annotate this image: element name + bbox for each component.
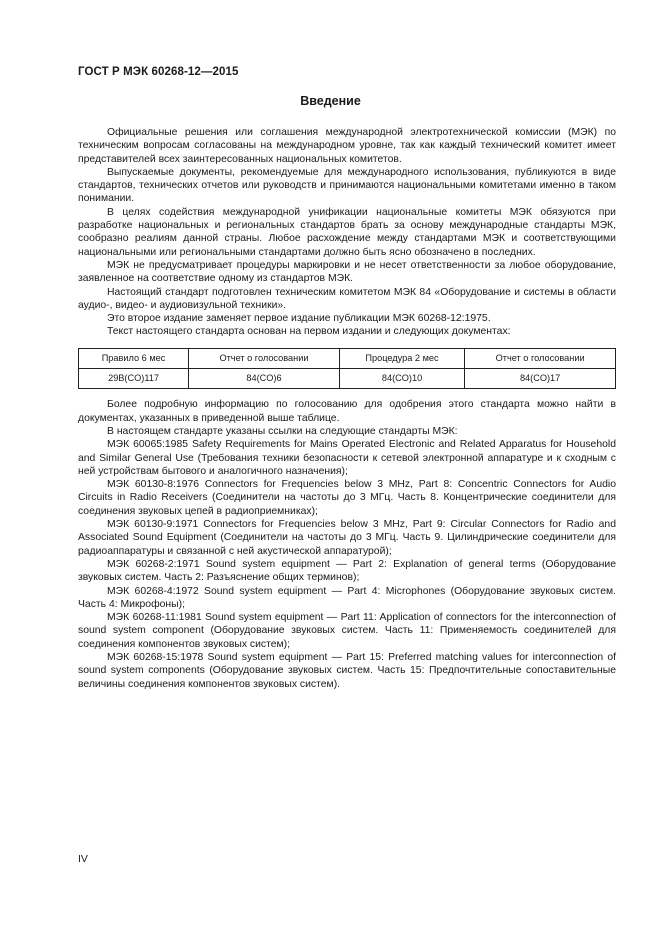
paragraph: МЭК не предусматривает процедуры маркировки и не несет ответственности за любое оборудование, заявленное на соответствие одному из стандартов МЭК. xyxy=(78,259,616,285)
table-header-row xyxy=(79,348,616,368)
reference-item: МЭК 60065:1985 Safety Requirements for Mains Operated Electronic and Related Apparatus for Household and Similar General Use (Требования техники безопасности к сетевой электронной аппаратуре и к сходным с ней устройствам бытового и аналогичного назначения); xyxy=(78,439,616,477)
paragraph: Более подробную информацию по голосованию для одобрения этого стандарта можно найти в документах, указанных в приведенной выше таблице. xyxy=(78,399,616,424)
paragraph: Выпускаемые документы, рекомендуемые для международного использования, публикуются в виде стандартов, технических отчетов или руководств и принимаются национальными комитетами именно в таком понимании. xyxy=(78,166,616,205)
reference-item: МЭК 60268-2:1971 Sound system equipment — Part 2: Explanation of general terms (Оборудование звуковых систем. Часть 2: Разъяснение общих терминов); xyxy=(78,558,616,584)
section-title: Введение xyxy=(300,94,361,108)
document-body xyxy=(78,126,616,691)
table-header-cell: Отчет о голосовании xyxy=(189,348,340,368)
table-cell: 84(CO)17 xyxy=(465,369,616,389)
paragraph: В целях содействия международной унификации национальные комитеты МЭК обязуются при разработке национальных и региональных стандартов брать за основу международные стандарты МЭК, сообразно реалиям данной страны. Любое расхождение между стандартами МЭК и соответствующими национальными или региональными стандартами должно быть ясно обозначено в последних. xyxy=(78,206,616,258)
table-header-cell: Процедура 2 мес xyxy=(339,348,464,368)
reference-item: МЭК 60130-9:1971 Connectors for Frequencies below 3 MHz, Part 9: Circular Connectors for Radio and Associated Sound Equipment (Соединители на частоты до 3 МГц. Часть 9. Цилиндрические соединители для радиоаппаратуры и связанной с ней акустической аппаратурой); xyxy=(78,519,616,557)
page-number: IV xyxy=(78,853,88,865)
table-cell: 84(CO)10 xyxy=(339,369,464,389)
document-code-header: ГОСТ Р МЭК 60268-12—2015 xyxy=(78,66,239,78)
table-header-cell: Правило 6 мес xyxy=(79,348,189,368)
table-cell: 84(CO)6 xyxy=(189,369,340,389)
reference-item: МЭК 60130-8:1976 Connectors for Frequencies below 3 MHz, Part 8: Concentric Connectors for Audio Circuits in Radio Receivers (Соединители на частоты до 3 МГц. Часть 8. Концентрические соединители для соединения звуковых цепей в радиоприемниках); xyxy=(78,479,616,517)
paragraph: Текст настоящего стандарта основан на первом издании и следующих документах: xyxy=(107,326,511,338)
paragraph: Это второе издание заменяет первое издание публикации МЭК 60268-12:1975. xyxy=(107,313,491,325)
reference-item: МЭК 60268-11:1981 Sound system equipment — Part 11: Application of connectors for the interconnection of sound system component (Оборудование звуковых систем. Часть 11: Применяемость соединителей для соединения компонентов звуковых систем); xyxy=(78,612,616,650)
table-row xyxy=(79,369,616,389)
reference-item: МЭК 60268-4:1972 Sound system equipment — Part 4: Microphones (Оборудование звуковых систем. Часть 4: Микрофоны); xyxy=(78,585,616,610)
table-cell: 29B(CO)117 xyxy=(79,369,189,389)
table-header-cell: Отчет о голосовании xyxy=(465,348,616,368)
paragraph: Официальные решения или соглашения международной электротехнической комиссии (МЭК) по техническим вопросам согласованы на международном уровне, так как каждый технический комитет имеет представителей всех заинтересованных национальных комитетов. xyxy=(78,127,616,165)
paragraph: В настоящем стандарте указаны ссылки на следующие стандарты МЭК: xyxy=(107,425,458,437)
voting-documents-table xyxy=(78,348,616,390)
reference-item: МЭК 60268-15:1978 Sound system equipment — Part 15: Preferred matching values for interconnection of sound system components (Оборудование звуковых систем. Часть 15: Предпочтительные сопоставительные величины соединения компонентов звуковых систем). xyxy=(78,651,616,690)
paragraph: Настоящий стандарт подготовлен техническим комитетом МЭК 84 «Оборудование и системы в области аудио-, видео- и аудиовизульной техники». xyxy=(78,286,616,311)
